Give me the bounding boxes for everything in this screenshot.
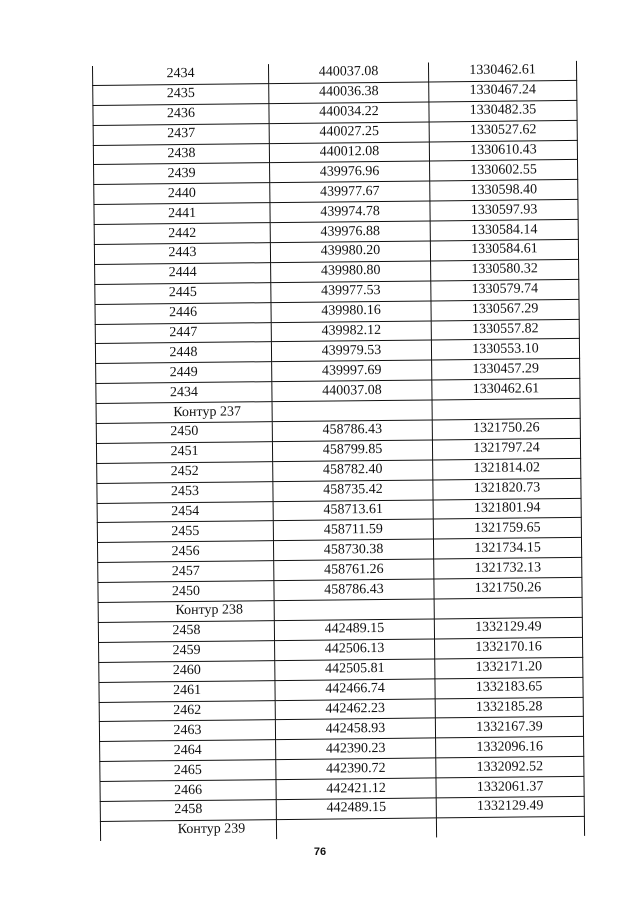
x-coordinate-cell: 442506.13 bbox=[275, 639, 435, 661]
empty-cell bbox=[274, 599, 434, 621]
point-number-cell: 2463 bbox=[99, 720, 275, 742]
y-coordinate-cell: 1330610.43 bbox=[429, 140, 577, 161]
x-coordinate-cell: 458730.38 bbox=[273, 539, 433, 561]
x-coordinate-cell: 440036.38 bbox=[269, 82, 429, 104]
y-coordinate-cell: 1330467.24 bbox=[429, 80, 577, 101]
point-number-cell: 2449 bbox=[96, 362, 272, 384]
y-coordinate-cell: 1330579.74 bbox=[431, 279, 579, 300]
x-coordinate-cell: 442458.93 bbox=[275, 718, 435, 740]
point-number-cell: 2458 bbox=[100, 800, 276, 822]
y-coordinate-cell: 1330462.61 bbox=[432, 379, 580, 400]
point-number-cell: 2454 bbox=[97, 501, 273, 523]
y-coordinate-cell: 1330557.82 bbox=[431, 319, 579, 340]
y-coordinate-cell: 1330602.55 bbox=[430, 160, 578, 181]
y-coordinate-cell: 1330597.93 bbox=[430, 200, 578, 221]
point-number-cell: 2436 bbox=[93, 103, 269, 125]
y-coordinate-cell: 1321797.24 bbox=[432, 438, 580, 459]
point-number-cell: 2446 bbox=[95, 302, 271, 324]
x-coordinate-cell: 458711.59 bbox=[273, 519, 433, 541]
y-coordinate-cell: 1321750.26 bbox=[434, 578, 582, 599]
y-coordinate-cell: 1330482.35 bbox=[429, 100, 577, 121]
x-coordinate-cell: 439979.53 bbox=[271, 340, 431, 362]
point-number-cell: 2444 bbox=[95, 263, 271, 285]
y-coordinate-cell: 1332167.39 bbox=[435, 717, 583, 738]
contour-label: Контур 237 bbox=[96, 402, 272, 424]
x-coordinate-cell: 442489.15 bbox=[276, 798, 436, 820]
y-coordinate-cell: 1332129.49 bbox=[436, 796, 584, 817]
y-coordinate-cell: 1332061.37 bbox=[436, 776, 584, 797]
y-coordinate-cell: 1321734.15 bbox=[433, 538, 581, 559]
point-number-cell: 2452 bbox=[97, 461, 273, 483]
x-coordinate-cell: 439980.16 bbox=[271, 301, 431, 323]
x-coordinate-cell: 440034.22 bbox=[269, 102, 429, 124]
x-coordinate-cell: 440037.08 bbox=[272, 380, 432, 402]
y-coordinate-cell: 1330580.32 bbox=[431, 259, 579, 280]
y-coordinate-cell: 1332171.20 bbox=[435, 657, 583, 678]
point-number-cell: 2434 bbox=[96, 382, 272, 404]
coordinates-table bbox=[92, 61, 585, 841]
y-coordinate-cell: 1330462.61 bbox=[428, 61, 576, 82]
x-coordinate-cell: 442466.74 bbox=[275, 679, 435, 701]
x-coordinate-cell: 458761.26 bbox=[274, 559, 434, 581]
x-coordinate-cell: 439980.80 bbox=[271, 261, 431, 283]
x-coordinate-cell: 439982.12 bbox=[271, 321, 431, 343]
y-coordinate-cell: 1332183.65 bbox=[435, 677, 583, 698]
point-number-cell: 2434 bbox=[92, 64, 268, 85]
x-coordinate-cell: 440037.08 bbox=[268, 62, 428, 83]
y-coordinate-cell: 1321750.26 bbox=[432, 418, 580, 439]
point-number-cell: 2465 bbox=[100, 760, 276, 782]
y-coordinate-cell: 1332096.16 bbox=[436, 737, 584, 758]
empty-cell bbox=[436, 816, 584, 837]
point-number-cell: 2438 bbox=[93, 143, 269, 165]
point-number-cell: 2466 bbox=[100, 780, 276, 802]
point-number-cell: 2450 bbox=[96, 422, 272, 444]
point-number-cell: 2459 bbox=[99, 640, 275, 662]
point-number-cell: 2456 bbox=[97, 541, 273, 563]
x-coordinate-cell: 458782.40 bbox=[273, 460, 433, 482]
empty-cell bbox=[434, 597, 582, 618]
point-number-cell: 2445 bbox=[95, 282, 271, 304]
point-number-cell: 2457 bbox=[98, 561, 274, 583]
point-number-cell: 2453 bbox=[97, 481, 273, 503]
x-coordinate-cell: 442462.23 bbox=[275, 698, 435, 720]
coordinates-sheet bbox=[92, 61, 584, 841]
point-number-cell: 2440 bbox=[94, 183, 270, 205]
y-coordinate-cell: 1330567.29 bbox=[431, 299, 579, 320]
point-number-cell: 2458 bbox=[98, 621, 274, 643]
x-coordinate-cell: 439974.78 bbox=[270, 201, 430, 223]
x-coordinate-cell: 440027.25 bbox=[269, 122, 429, 144]
empty-cell bbox=[432, 399, 580, 420]
empty-cell bbox=[276, 818, 436, 839]
point-number-cell: 2450 bbox=[98, 581, 274, 603]
y-coordinate-cell: 1321801.94 bbox=[433, 498, 581, 519]
y-coordinate-cell: 1330553.10 bbox=[431, 339, 579, 360]
point-number-cell: 2435 bbox=[93, 84, 269, 106]
point-number-cell: 2464 bbox=[100, 740, 276, 762]
y-coordinate-cell: 1330527.62 bbox=[429, 120, 577, 141]
point-number-cell: 2447 bbox=[95, 322, 271, 344]
coordinates-table-body bbox=[92, 61, 584, 841]
x-coordinate-cell: 458735.42 bbox=[273, 480, 433, 502]
x-coordinate-cell: 439976.88 bbox=[270, 221, 430, 243]
x-coordinate-cell: 439997.69 bbox=[272, 360, 432, 382]
point-number-cell: 2460 bbox=[99, 660, 275, 682]
point-number-cell: 2442 bbox=[94, 223, 270, 245]
y-coordinate-cell: 1330598.40 bbox=[430, 180, 578, 201]
x-coordinate-cell: 439977.53 bbox=[271, 281, 431, 303]
point-number-cell: 2437 bbox=[93, 123, 269, 145]
x-coordinate-cell: 458786.43 bbox=[274, 579, 434, 601]
y-coordinate-cell: 1332185.28 bbox=[435, 697, 583, 718]
point-number-cell: 2451 bbox=[96, 442, 272, 464]
y-coordinate-cell: 1330584.14 bbox=[430, 220, 578, 241]
point-number-cell: 2441 bbox=[94, 203, 270, 225]
point-number-cell: 2455 bbox=[97, 521, 273, 543]
point-number-cell: 2462 bbox=[99, 700, 275, 722]
x-coordinate-cell: 442505.81 bbox=[275, 659, 435, 681]
y-coordinate-cell: 1332170.16 bbox=[435, 637, 583, 658]
contour-header-row bbox=[100, 816, 584, 840]
x-coordinate-cell: 440012.08 bbox=[269, 142, 429, 164]
x-coordinate-cell: 439980.20 bbox=[270, 241, 430, 263]
x-coordinate-cell: 442421.12 bbox=[276, 778, 436, 800]
x-coordinate-cell: 458713.61 bbox=[273, 500, 433, 522]
x-coordinate-cell: 442390.23 bbox=[276, 738, 436, 760]
y-coordinate-cell: 1321732.13 bbox=[434, 558, 582, 579]
point-number-cell: 2461 bbox=[99, 680, 275, 702]
point-number-cell: 2439 bbox=[94, 163, 270, 185]
contour-label: Контур 238 bbox=[98, 601, 274, 623]
y-coordinate-cell: 1321814.02 bbox=[433, 458, 581, 479]
y-coordinate-cell: 1332092.52 bbox=[436, 757, 584, 778]
page-number: 76 bbox=[313, 846, 327, 858]
x-coordinate-cell: 458799.85 bbox=[272, 440, 432, 462]
contour-label: Контур 239 bbox=[100, 819, 276, 840]
y-coordinate-cell: 1321759.65 bbox=[433, 518, 581, 539]
x-coordinate-cell: 458786.43 bbox=[272, 420, 432, 442]
y-coordinate-cell: 1321820.73 bbox=[433, 478, 581, 499]
x-coordinate-cell: 442489.15 bbox=[274, 619, 434, 641]
x-coordinate-cell: 439977.67 bbox=[270, 181, 430, 203]
y-coordinate-cell: 1332129.49 bbox=[434, 617, 582, 638]
x-coordinate-cell: 442390.72 bbox=[276, 758, 436, 780]
point-number-cell: 2443 bbox=[94, 243, 270, 265]
y-coordinate-cell: 1330584.61 bbox=[430, 239, 578, 260]
x-coordinate-cell: 439976.96 bbox=[270, 161, 430, 183]
empty-cell bbox=[272, 400, 432, 422]
point-number-cell: 2448 bbox=[95, 342, 271, 364]
y-coordinate-cell: 1330457.29 bbox=[432, 359, 580, 380]
